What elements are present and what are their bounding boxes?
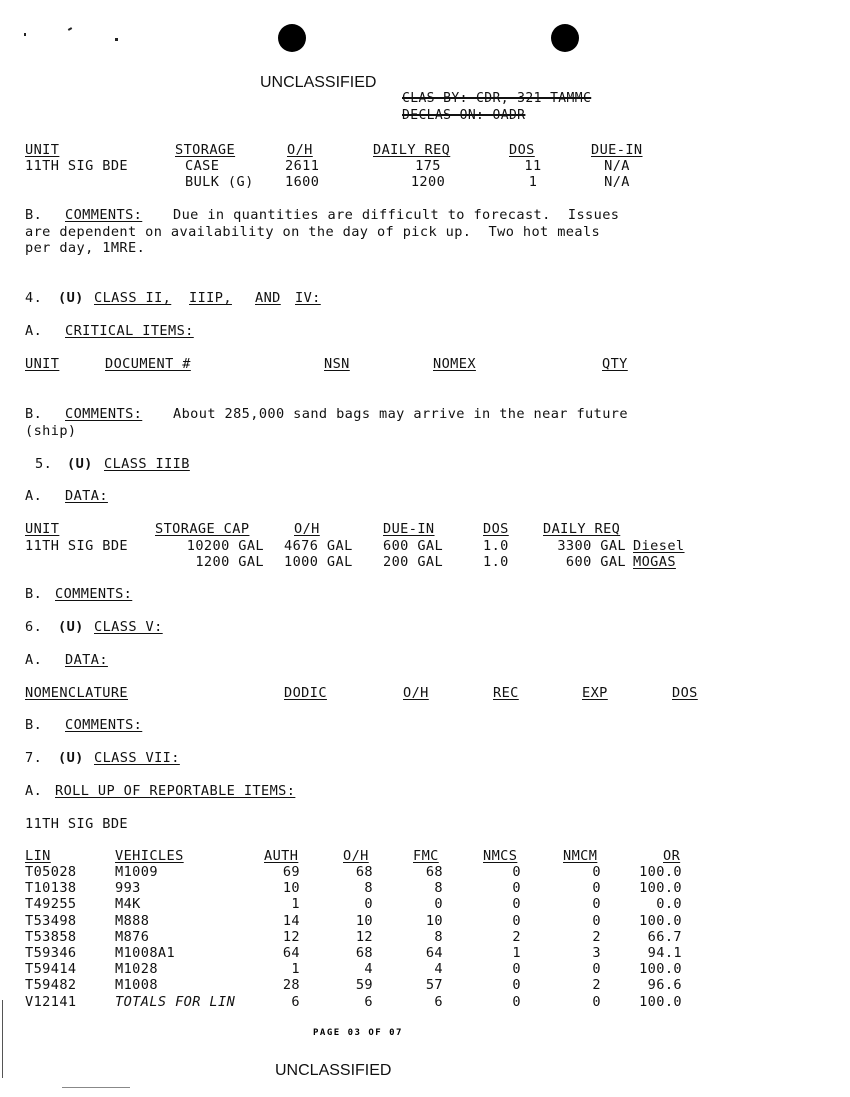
- comments-prefix: B.: [25, 586, 43, 602]
- cell-vehicle: M1009: [115, 864, 158, 880]
- page-stamp: PAGE 03 OF 07: [313, 1028, 403, 1038]
- col-header-fmc: FMC: [413, 848, 439, 864]
- cell-vehicle: M1028: [115, 961, 158, 978]
- cell-auth: 14: [282, 912, 300, 929]
- scan-speck: [115, 38, 118, 41]
- cell-or: 100.0: [639, 993, 682, 1010]
- cell-nmcm: 0: [592, 912, 601, 929]
- cell-vehicle: M4K: [115, 896, 141, 913]
- col-header-dos: DOS: [509, 142, 535, 158]
- table-cell-due-in: N/A: [604, 174, 630, 190]
- col-header-or: OR: [663, 848, 681, 864]
- cell-or: 100.0: [639, 864, 682, 880]
- section-title: IV:: [295, 290, 321, 306]
- table-cell-due-in: N/A: [604, 158, 630, 174]
- unit-name: 11TH SIG BDE: [25, 816, 129, 832]
- col-header-nmcs: NMCS: [483, 848, 518, 864]
- table-cell-dos: 1: [528, 174, 538, 190]
- scan-speck: [68, 27, 72, 31]
- cell-nmcm: 0: [592, 961, 601, 978]
- cell-fmc: 57: [425, 977, 443, 994]
- cell-oh: 68: [355, 945, 373, 961]
- comments-prefix: B.: [25, 717, 43, 733]
- cell-nmcm: 2: [592, 928, 601, 945]
- cell-vehicle: 993: [115, 880, 141, 897]
- cell-oh: 0: [364, 896, 373, 913]
- table-cell-oh: 1000 GAL: [284, 554, 353, 570]
- section-title: CLASS VII:: [94, 750, 180, 766]
- cell-vehicle: TOTALS FOR LIN: [115, 993, 236, 1010]
- cell-oh: 6: [364, 993, 373, 1010]
- classification-marking: (U): [58, 290, 84, 306]
- col-header-oh: O/H: [343, 848, 369, 864]
- cell-fmc: 0: [434, 896, 443, 913]
- cell-oh: 12: [355, 928, 373, 945]
- subsection-label: ROLL UP OF REPORTABLE ITEMS:: [55, 783, 296, 799]
- table-cell-daily-req: 3300 GAL: [557, 538, 626, 554]
- table-cell-storage: 10200 GAL: [186, 538, 264, 554]
- cell-vehicle: M888: [115, 912, 150, 929]
- col-header-due-in: DUE-IN: [591, 142, 643, 158]
- classification-header: UNCLASSIFIED: [260, 74, 377, 91]
- comments-label: COMMENTS:: [55, 586, 133, 602]
- cell-oh: 4: [364, 961, 373, 978]
- cell-lin: T53498: [25, 912, 77, 929]
- col-header-exp: EXP: [582, 685, 608, 701]
- cell-lin: T53858: [25, 928, 77, 945]
- classification-marking: (U): [67, 456, 93, 472]
- cell-auth: 64: [282, 945, 300, 961]
- punch-hole-left: [278, 24, 306, 52]
- col-header-nomex: NOMEX: [433, 356, 476, 372]
- cell-oh: 68: [355, 864, 373, 880]
- col-header-nmcm: NMCM: [563, 848, 598, 864]
- comments-label: COMMENTS:: [65, 207, 143, 223]
- cell-nmcs: 0: [512, 880, 521, 897]
- comments-prefix: B.: [25, 406, 43, 422]
- cell-nmcm: 0: [592, 993, 601, 1010]
- col-header-oh: O/H: [287, 142, 313, 158]
- cell-or: 0.0: [656, 896, 682, 913]
- table-cell-oh: 1600: [285, 174, 320, 190]
- section-title: IIIP,: [189, 290, 232, 306]
- table-cell-storage: CASE: [185, 158, 220, 174]
- col-header-lin: LIN: [25, 848, 51, 864]
- classification-marking: (U): [58, 750, 84, 766]
- cell-or: 66.7: [647, 928, 682, 945]
- col-header-unit: UNIT: [25, 356, 60, 372]
- cell-or: 94.1: [647, 945, 682, 961]
- table-cell-dos: 1.0: [483, 538, 509, 554]
- col-header-daily-req: DAILY REQ: [543, 521, 621, 537]
- subsection-label: DATA:: [65, 652, 108, 668]
- cell-lin: T59346: [25, 945, 77, 961]
- scan-speck: [24, 33, 26, 36]
- bottom-scan-mark: [62, 1087, 130, 1088]
- cell-fmc: 8: [434, 880, 443, 897]
- cell-nmcm: 2: [592, 977, 601, 994]
- cell-nmcs: 0: [512, 864, 521, 880]
- cell-auth: 69: [282, 864, 300, 880]
- col-header-oh: O/H: [294, 521, 320, 537]
- col-header-auth: AUTH: [264, 848, 299, 864]
- col-header-dodic: DODIC: [284, 685, 327, 701]
- table-cell-storage: BULK (G): [185, 174, 254, 190]
- cell-nmcs: 0: [512, 993, 521, 1010]
- col-header-due-in: DUE-IN: [383, 521, 435, 537]
- left-margin-line: [2, 1000, 3, 1078]
- cell-or: 100.0: [639, 912, 682, 929]
- col-header-oh: O/H: [403, 685, 429, 701]
- col-header-dos: DOS: [672, 685, 698, 701]
- comments-label: COMMENTS:: [65, 717, 143, 733]
- col-header-dos: DOS: [483, 521, 509, 537]
- cell-lin: V12141: [25, 993, 77, 1010]
- comments-text: are dependent on availability on the day of pick up. Two hot meals: [25, 224, 601, 240]
- cell-or: 100.0: [639, 961, 682, 978]
- subsection-prefix: A.: [25, 488, 43, 504]
- cell-fmc: 6: [434, 993, 443, 1010]
- col-header-unit: UNIT: [25, 521, 60, 537]
- comments-label: COMMENTS:: [65, 406, 143, 422]
- cell-auth: 6: [291, 993, 300, 1010]
- cell-lin: T05028: [25, 864, 77, 880]
- table-cell-due-in: 600 GAL: [383, 538, 444, 554]
- table-cell-daily-req: 1200: [410, 174, 446, 190]
- section-title: CLASS IIIB: [104, 456, 190, 472]
- col-header-vehicles: VEHICLES: [115, 848, 184, 864]
- cell-fmc: 10: [425, 912, 443, 929]
- cell-nmcm: 0: [592, 864, 601, 880]
- classified-by-line: CLAS BY: CDR, 321 TAMMC: [402, 91, 592, 106]
- col-header-nsn: NSN: [324, 356, 350, 372]
- cell-nmcm: 0: [592, 880, 601, 897]
- col-header-document: DOCUMENT #: [105, 356, 191, 372]
- cell-nmcm: 0: [592, 896, 601, 913]
- col-header-rec: REC: [493, 685, 519, 701]
- table-cell-due-in: 200 GAL: [383, 554, 444, 570]
- subsection-label: DATA:: [65, 488, 108, 504]
- cell-lin: T59414: [25, 961, 77, 978]
- cell-oh: 10: [355, 912, 373, 929]
- cell-lin: T49255: [25, 896, 77, 913]
- comments-prefix: B.: [25, 207, 43, 223]
- cell-nmcs: 0: [512, 896, 521, 913]
- comments-text: per day, 1MRE.: [25, 240, 146, 256]
- cell-fmc: 4: [434, 961, 443, 978]
- section-title: AND: [255, 290, 281, 306]
- declass-on-line: DECLAS ON: OADR: [402, 108, 526, 123]
- col-header-daily-req: DAILY REQ: [373, 142, 451, 158]
- table-cell-oh: 2611: [285, 158, 320, 174]
- cell-vehicle: M1008A1: [115, 945, 176, 961]
- cell-auth: 28: [282, 977, 300, 994]
- table-cell-unit: 11TH SIG BDE: [25, 158, 129, 174]
- table-cell-dos: 11: [524, 158, 542, 174]
- subsection-prefix: A.: [25, 323, 43, 339]
- comments-text: About 285,000 sand bags may arrive in the near future: [173, 406, 628, 422]
- cell-nmcm: 3: [592, 945, 601, 961]
- table-cell-dos: 1.0: [483, 554, 509, 570]
- section-title: CLASS II,: [94, 290, 172, 306]
- fuel-type: MOGAS: [633, 554, 676, 570]
- cell-fmc: 64: [425, 945, 443, 961]
- table-cell-daily-req: 175: [415, 158, 441, 174]
- section-number: 7.: [25, 750, 43, 766]
- cell-vehicle: M1008: [115, 977, 158, 994]
- subsection-label: CRITICAL ITEMS:: [65, 323, 194, 339]
- cell-oh: 59: [355, 977, 373, 994]
- section-number: 6.: [25, 619, 43, 635]
- col-header-qty: QTY: [602, 356, 628, 372]
- classification-footer: UNCLASSIFIED: [275, 1062, 392, 1079]
- table-cell-unit: 11TH SIG BDE: [25, 538, 129, 554]
- classification-marking: (U): [58, 619, 84, 635]
- fuel-type: Diesel: [633, 538, 685, 554]
- cell-fmc: 8: [434, 928, 443, 945]
- cell-nmcs: 1: [512, 945, 521, 961]
- cell-auth: 12: [282, 928, 300, 945]
- cell-or: 96.6: [647, 977, 682, 994]
- cell-nmcs: 0: [512, 961, 521, 978]
- cell-or: 100.0: [639, 880, 682, 897]
- subsection-prefix: A.: [25, 783, 43, 799]
- cell-nmcs: 0: [512, 912, 521, 929]
- comments-text: Due in quantities are difficult to forecast. Issues: [173, 207, 620, 223]
- cell-auth: 10: [282, 880, 300, 897]
- cell-lin: T10138: [25, 880, 77, 897]
- col-header-unit: UNIT: [25, 142, 60, 158]
- cell-lin: T59482: [25, 977, 77, 994]
- punch-hole-right: [551, 24, 579, 52]
- section-title: CLASS V:: [94, 619, 163, 635]
- cell-nmcs: 0: [512, 977, 521, 994]
- table-cell-storage: 1200 GAL: [195, 554, 264, 570]
- cell-auth: 1: [291, 896, 300, 913]
- cell-auth: 1: [291, 961, 300, 978]
- col-header-storage-cap: STORAGE CAP: [155, 521, 250, 537]
- comments-text: (ship): [25, 423, 77, 439]
- col-header-storage: STORAGE: [175, 142, 236, 158]
- cell-fmc: 68: [425, 864, 443, 880]
- table-cell-oh: 4676 GAL: [284, 538, 353, 554]
- section-number: 4.: [25, 290, 43, 306]
- section-number: 5.: [35, 456, 53, 472]
- cell-vehicle: M876: [115, 928, 150, 945]
- cell-oh: 8: [364, 880, 373, 897]
- cell-nmcs: 2: [512, 928, 521, 945]
- subsection-prefix: A.: [25, 652, 43, 668]
- col-header-nomenclature: NOMENCLATURE: [25, 685, 129, 701]
- table-cell-daily-req: 600 GAL: [565, 554, 626, 570]
